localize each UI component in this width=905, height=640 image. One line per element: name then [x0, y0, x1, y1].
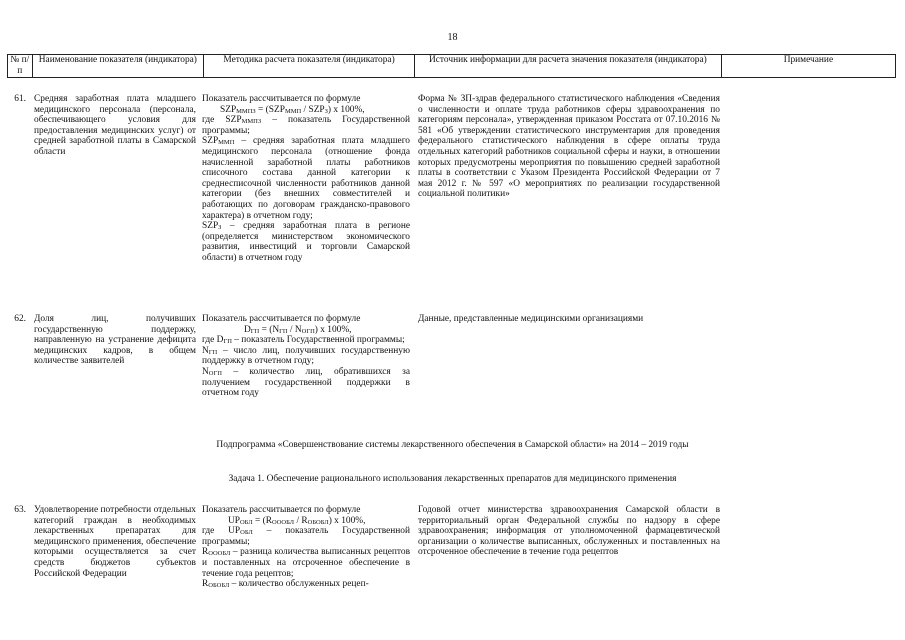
- method-definition: $N_{ОГП}$ – количество лиц, обратившихся за получением государственной поддержки в отчетном году: [202, 366, 410, 399]
- indicator-method: [202, 94, 410, 264]
- row-number: 61.: [14, 94, 26, 104]
- method-definition: $N_{ГП}$ – число лиц, получивших государственную поддержку в отчетном году;: [202, 345, 410, 367]
- method-formula: $UP_{ОБЛ} = (R_{ОООБЛ} / R_{ОБОБЛ})$ x 100%,: [228, 515, 366, 526]
- method-intro: Показатель рассчитывается по формуле: [202, 505, 361, 515]
- indicator-method: [202, 314, 410, 399]
- row-number: 63.: [14, 505, 26, 515]
- indicator-method: [202, 505, 410, 590]
- header-col-note: Примечание: [721, 55, 895, 78]
- method-definition: $R_{ОБОБЛ}$ – количество обслуженных рецеп-: [202, 579, 369, 590]
- method-intro: Показатель рассчитывается по формуле: [202, 94, 361, 104]
- method-intro: Показатель рассчитывается по формуле: [202, 314, 361, 324]
- method-formula: $SZP_{ММПЗ} = (SZP_{ММП} / SZP_З)$ x 100%,: [220, 104, 365, 115]
- indicator-name: Удовлетворение потребности отдельных категорий граждан в необходимых лекарственных препаратах для медицинского применения, обеспечение которыми осуществляется за счет средств бюджетов субъектов Российской Федерации: [34, 505, 196, 579]
- method-formula: $D_{ГП} = (N_{ГП} / N_{ОГП})$ x 100%,: [244, 324, 352, 335]
- indicator-source: Данные, представленные медицинскими организациями: [418, 314, 644, 324]
- method-where: где $SZP_{ММПЗ}$ – показатель Государственной программы;: [202, 115, 410, 136]
- method-definition: $SZP_З$ – средняя заработная плата в регионе (определяется министерством экономического развития, инвестиций и торговли Самарской области) в отчетном году: [202, 221, 410, 263]
- subprogram-title: Подпрограмма «Совершенствование системы лекарственного обеспечения в Самарской области» на 2014 – 2019 годы: [216, 440, 689, 450]
- method-where: где $D_{ГП}$ – показатель Государственной программы;: [202, 335, 405, 346]
- method-definition: $SZP_{ММП}$ – средняя заработная плата младшего медицинского персонала (отношение фонда начисленной заработной платы работников списочного состава данной категории к среднесписочной численности работников данной категории (без внешних совместителей и работающих по договорам гражданско-правового характера) в отчетном году;: [202, 136, 410, 221]
- header-col-name: Наименование показателя (индикатора): [32, 55, 204, 78]
- indicator-source: Годовой отчет министерства здравоохранения Самарской области в территориальный орган Федеральной службы по надзору в сфере здравоохранения; информация от уполномоченной фармацевтической организации о количестве выписанных, обслуженных и поставленных на отсроченное обеспечение в течение года рецептов: [418, 505, 720, 558]
- indicator-name: Доля лиц, получивших государственную поддержку, направленную на устранение дефицита медицинских кадров, в общем количестве заявителей: [34, 314, 196, 367]
- table-header: [7, 54, 896, 78]
- header-col-source: Источник информации для расчета значения показателя (индикатора): [414, 55, 721, 78]
- method-definition: $R_{ОООБЛ}$ – разница количества выписанных рецептов и поставленных на отсроченное обеспечение в течение года рецептов;: [202, 547, 410, 579]
- header-col-method: Методика расчета показателя (индикатора): [204, 55, 415, 78]
- indicator-name: Средняя заработная плата младшего медицинского персонала (персонала, обеспечивающего условия для предоставления медицинских услуг) от средней заработной платы в Самарской области: [34, 94, 196, 157]
- header-col-number: № п/п: [8, 55, 33, 78]
- page-number: 18: [447, 32, 458, 43]
- row-number: 62.: [14, 314, 26, 324]
- method-where: где $UP_{ОБЛ}$ – показатель Государственной программы;: [202, 526, 410, 547]
- indicator-source: Форма № ЗП-здрав федерального статистического наблюдения «Сведения о численности и оплате труда работников сферы здравоохранения по категориям персонала», утвержденная приказом Росстата от 07.10.2016 № 581 «Об утверждении статистического инструментария для проведения федерального статистического наблюдения в сфере оплаты труда отдельных категорий работников социальной сферы и науки, в отношении которых предусмотрены мероприятия по повышению средней заработной платы в соответствии с Указом Президента Российской Федерации от 7 мая 2012 г. № 597 «О мероприятиях по реализации государственной социальной политики»: [418, 94, 720, 200]
- task-title: Задача 1. Обеспечение рационального использования лекарственных препаратов для медицинского применения: [228, 474, 677, 484]
